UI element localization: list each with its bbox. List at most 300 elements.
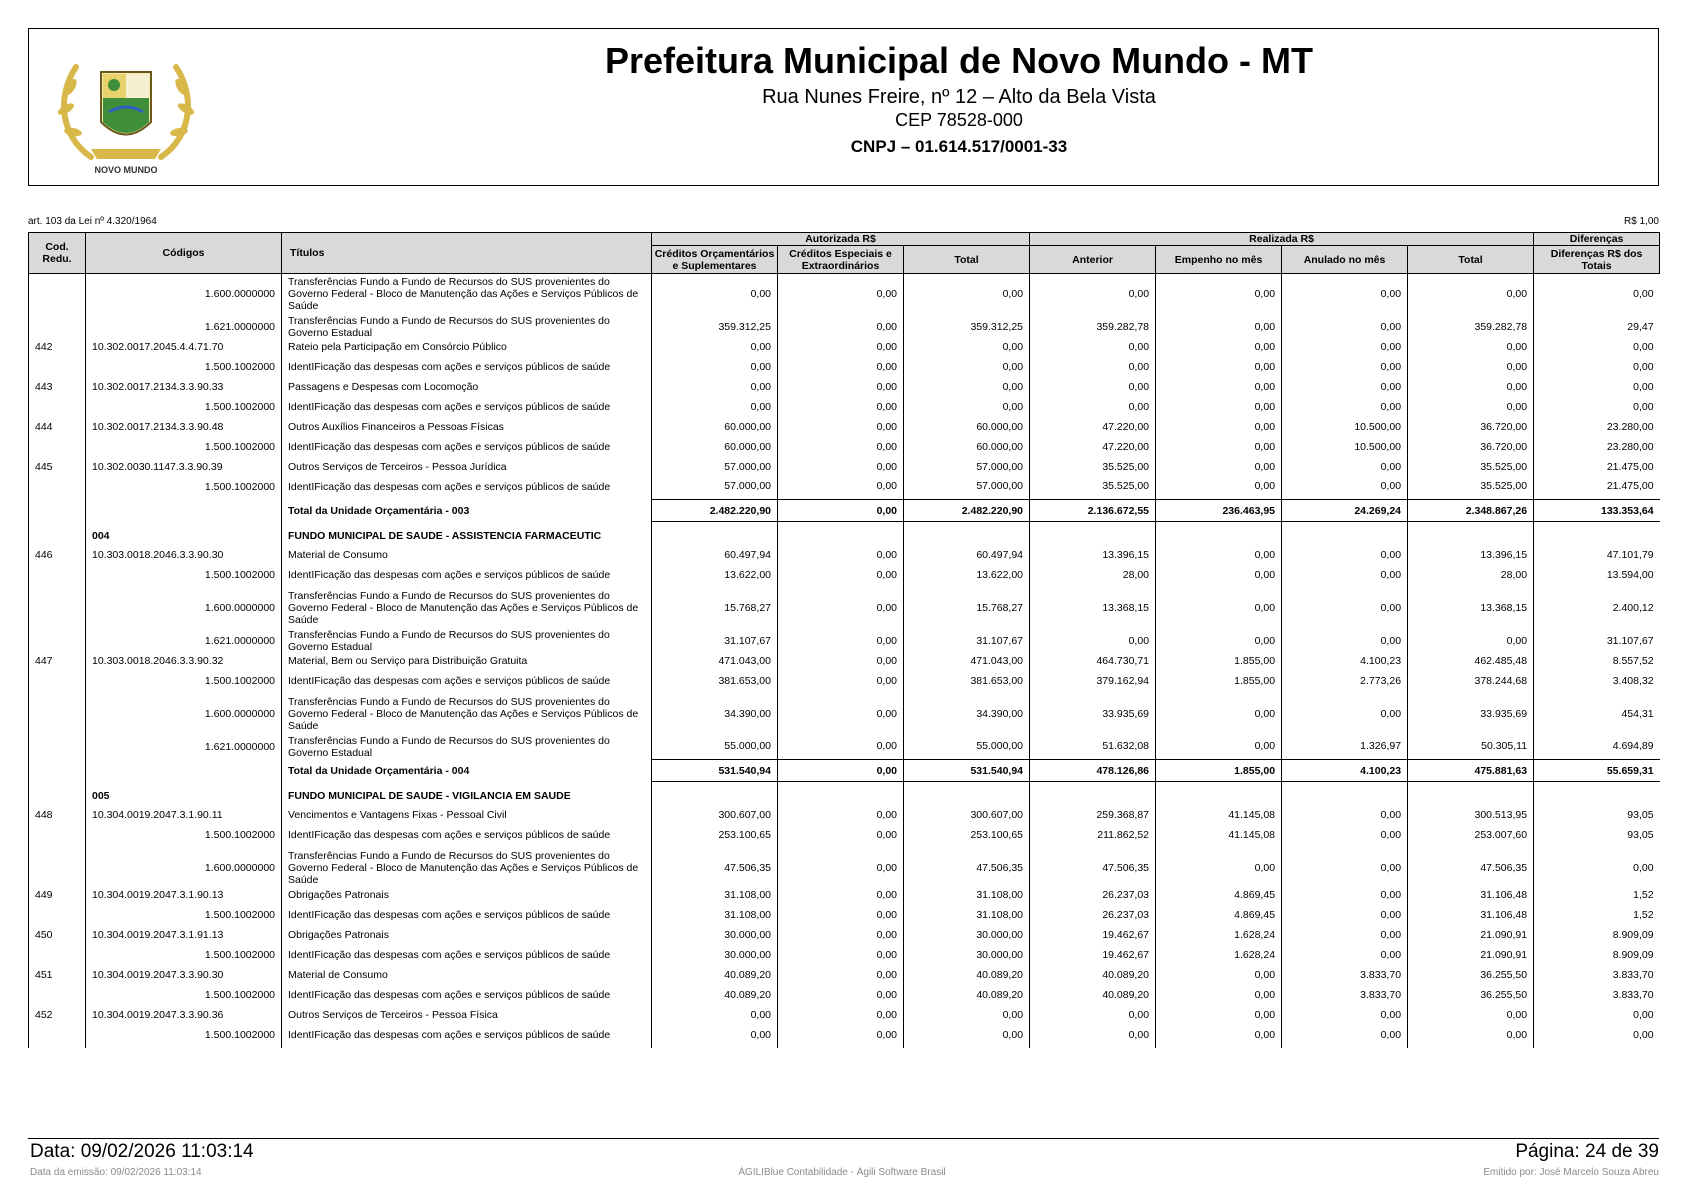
group-autorizada: Autorizada R$ [652, 233, 1030, 246]
value-cell: 57.000,00 [904, 460, 1030, 474]
cod-redu-cell [29, 942, 86, 968]
value-cell: 2.773,26 [1282, 668, 1408, 694]
codigo-cell: 1.500.1002000 [86, 668, 282, 694]
section-row [29, 782, 1660, 808]
codigo-cell: 10.304.0019.2047.3.3.90.30 [86, 968, 282, 982]
value-cell: 30.000,00 [652, 942, 778, 968]
value-cell: 0,00 [1534, 1008, 1660, 1022]
value-cell: 0,00 [1408, 628, 1534, 654]
value-cell: 0,00 [1156, 562, 1282, 588]
value-cell: 1.628,24 [1156, 942, 1282, 968]
cod-redu-cell: 452 [29, 1008, 86, 1022]
value-cell: 381.653,00 [652, 668, 778, 694]
col-creditos-orcamentarios: Créditos Orçamentários e Suplementares [652, 246, 778, 274]
col-total-autorizada: Total [904, 246, 1030, 274]
titulo-cell: Total da Unidade Orçamentária - 003 [282, 500, 652, 522]
total-row [29, 760, 1660, 782]
value-cell: 0,00 [778, 694, 904, 734]
value-cell: 531.540,94 [904, 760, 1030, 782]
value-cell: 0,00 [1156, 968, 1282, 982]
value-cell: 0,00 [1282, 902, 1408, 928]
value-cell: 60.000,00 [652, 420, 778, 434]
value-cell: 3.408,32 [1534, 668, 1660, 694]
value-cell: 300.607,00 [904, 808, 1030, 822]
value-cell: 0,00 [1408, 340, 1534, 354]
value-cell: 93,05 [1534, 822, 1660, 848]
value-cell: 359.282,78 [1030, 314, 1156, 340]
value-cell: 0,00 [778, 394, 904, 420]
table-row [29, 628, 1660, 654]
value-cell: 0,00 [904, 380, 1030, 394]
value-cell: 0,00 [778, 848, 904, 888]
codigo-cell: 1.621.0000000 [86, 734, 282, 760]
value-cell: 300.513,95 [1408, 808, 1534, 822]
value-cell: 0,00 [652, 340, 778, 354]
value-cell: 19.462,67 [1030, 928, 1156, 942]
codigo-cell: 10.304.0019.2047.3.3.90.36 [86, 1008, 282, 1022]
codigo-cell [86, 500, 282, 522]
cod-redu-cell [29, 522, 86, 548]
value-cell: 0,00 [778, 822, 904, 848]
value-cell [904, 782, 1030, 808]
titulo-cell: IdentIFicação das despesas com ações e serviços públicos de saúde [282, 942, 652, 968]
value-cell: 21.090,91 [1408, 928, 1534, 942]
codigo-cell: 1.500.1002000 [86, 902, 282, 928]
value-cell: 0,00 [1156, 434, 1282, 460]
value-cell: 211.862,52 [1030, 822, 1156, 848]
value-cell: 471.043,00 [652, 654, 778, 668]
value-cell: 471.043,00 [904, 654, 1030, 668]
value-cell: 0,00 [1534, 1022, 1660, 1048]
cod-redu-cell [29, 668, 86, 694]
cod-redu-cell [29, 588, 86, 628]
value-cell: 31.106,48 [1408, 902, 1534, 928]
value-cell: 60.000,00 [904, 434, 1030, 460]
value-cell: 0,00 [1282, 562, 1408, 588]
cod-redu-cell [29, 474, 86, 500]
codigo-cell: 1.500.1002000 [86, 354, 282, 380]
value-cell: 23.280,00 [1534, 434, 1660, 460]
value-cell: 0,00 [1282, 694, 1408, 734]
value-cell: 0,00 [1408, 380, 1534, 394]
value-cell: 0,00 [1282, 460, 1408, 474]
value-cell: 0,00 [1534, 354, 1660, 380]
cod-redu-cell: 448 [29, 808, 86, 822]
value-cell: 0,00 [1030, 1022, 1156, 1048]
value-cell: 0,00 [1156, 734, 1282, 760]
value-cell [652, 522, 778, 548]
value-cell: 4.694,89 [1534, 734, 1660, 760]
value-cell: 0,00 [652, 394, 778, 420]
table-row [29, 420, 1660, 434]
cod-redu-cell [29, 848, 86, 888]
value-cell: 10.500,00 [1282, 434, 1408, 460]
titulo-cell: FUNDO MUNICIPAL DE SAUDE - VIGILANCIA EM SAUDE [282, 782, 652, 808]
value-cell: 26.237,03 [1030, 888, 1156, 902]
value-cell: 10.500,00 [1282, 420, 1408, 434]
value-cell: 1.855,00 [1156, 654, 1282, 668]
table-row [29, 982, 1660, 1008]
issued-by: Emitido por: José Marcelo Souza Abreu [1483, 1167, 1659, 1178]
value-cell: 24.269,24 [1282, 500, 1408, 522]
titulo-cell: Transferências Fundo a Fundo de Recursos do SUS provenientes do Governo Estadual [282, 628, 652, 654]
value-cell: 0,00 [1408, 1008, 1534, 1022]
cod-redu-cell [29, 562, 86, 588]
value-cell: 0,00 [1534, 848, 1660, 888]
titulo-cell: Transferências Fundo a Fundo de Recursos do SUS provenientes do Governo Federal - Bloco de Manutenção das Ações e Serviços Públicos de Saúde [282, 694, 652, 734]
col-cod-redu: Cod. Redu. [29, 233, 86, 274]
titulo-cell: IdentIFicação das despesas com ações e serviços públicos de saúde [282, 822, 652, 848]
value-cell: 23.280,00 [1534, 420, 1660, 434]
value-cell: 475.881,63 [1408, 760, 1534, 782]
value-cell: 47.506,35 [652, 848, 778, 888]
section-row [29, 522, 1660, 548]
titulo-cell: Obrigações Patronais [282, 888, 652, 902]
table-row [29, 928, 1660, 942]
value-cell: 0,00 [1156, 274, 1282, 314]
value-cell: 93,05 [1534, 808, 1660, 822]
value-cell: 0,00 [1282, 888, 1408, 902]
titulo-cell: Transferências Fundo a Fundo de Recursos do SUS provenientes do Governo Federal - Bloco de Manutenção das Ações e Serviços Públicos de Saúde [282, 848, 652, 888]
value-cell: 0,00 [778, 314, 904, 340]
value-cell: 0,00 [1030, 628, 1156, 654]
codigo-cell: 1.621.0000000 [86, 314, 282, 340]
cod-redu-cell [29, 274, 86, 314]
value-cell: 0,00 [778, 902, 904, 928]
logo-text: NOVO MUNDO [94, 165, 158, 175]
codigo-cell: 1.600.0000000 [86, 588, 282, 628]
codigo-cell: 1.500.1002000 [86, 434, 282, 460]
value-cell: 0,00 [1282, 380, 1408, 394]
value-cell: 0,00 [778, 420, 904, 434]
value-cell [904, 522, 1030, 548]
cod-redu-cell [29, 982, 86, 1008]
value-cell: 0,00 [1156, 1008, 1282, 1022]
titulo-cell: IdentIFicação das despesas com ações e serviços públicos de saúde [282, 394, 652, 420]
value-cell: 13.622,00 [904, 562, 1030, 588]
codigo-cell: 10.303.0018.2046.3.3.90.30 [86, 548, 282, 562]
value-cell: 0,00 [1282, 274, 1408, 314]
value-cell: 0,00 [904, 1022, 1030, 1048]
col-total-realizada: Total [1408, 246, 1534, 274]
value-cell [1282, 522, 1408, 548]
value-cell: 0,00 [1156, 314, 1282, 340]
value-cell: 0,00 [1030, 394, 1156, 420]
value-cell: 8.557,52 [1534, 654, 1660, 668]
value-cell: 0,00 [778, 562, 904, 588]
codigo-cell: 1.600.0000000 [86, 848, 282, 888]
value-cell: 57.000,00 [652, 460, 778, 474]
codigo-cell: 1.621.0000000 [86, 628, 282, 654]
value-cell: 0,00 [1156, 354, 1282, 380]
cod-redu-cell [29, 760, 86, 782]
codigo-cell: 10.304.0019.2047.3.1.91.13 [86, 928, 282, 942]
titulo-cell: Transferências Fundo a Fundo de Recursos do SUS provenientes do Governo Estadual [282, 734, 652, 760]
titulo-cell: IdentIFicação das despesas com ações e serviços públicos de saúde [282, 434, 652, 460]
value-cell: 0,00 [778, 460, 904, 474]
value-cell: 0,00 [1156, 474, 1282, 500]
table-row [29, 822, 1660, 848]
value-cell: 531.540,94 [652, 760, 778, 782]
value-cell: 0,00 [778, 354, 904, 380]
value-cell: 3.833,70 [1534, 982, 1660, 1008]
titulo-cell: Total da Unidade Orçamentária - 004 [282, 760, 652, 782]
value-cell: 0,00 [1408, 1022, 1534, 1048]
titulo-cell: IdentIFicação das despesas com ações e serviços públicos de saúde [282, 474, 652, 500]
value-cell: 0,00 [778, 434, 904, 460]
table-row [29, 942, 1660, 968]
value-cell: 3.833,70 [1534, 968, 1660, 982]
value-cell: 0,00 [1534, 340, 1660, 354]
budget-table [28, 232, 1660, 1048]
value-cell: 1.855,00 [1156, 760, 1282, 782]
value-cell: 2.348.867,26 [1408, 500, 1534, 522]
value-cell [1534, 782, 1660, 808]
value-cell: 0,00 [904, 340, 1030, 354]
value-cell: 0,00 [1282, 822, 1408, 848]
value-cell: 57.000,00 [904, 474, 1030, 500]
cod-redu-cell: 449 [29, 888, 86, 902]
value-cell: 0,00 [904, 274, 1030, 314]
value-cell: 2.482.220,90 [652, 500, 778, 522]
cod-redu-cell [29, 694, 86, 734]
titulo-cell: Rateio pela Participação em Consórcio Público [282, 340, 652, 354]
value-cell: 0,00 [652, 274, 778, 314]
value-cell: 0,00 [1282, 848, 1408, 888]
table-row [29, 808, 1660, 822]
value-cell: 359.312,25 [652, 314, 778, 340]
value-cell: 0,00 [778, 1022, 904, 1048]
codigo-cell: 1.500.1002000 [86, 942, 282, 968]
table-row [29, 314, 1660, 340]
value-cell: 0,00 [1534, 380, 1660, 394]
cod-redu-cell [29, 1022, 86, 1048]
value-cell: 0,00 [1282, 548, 1408, 562]
value-cell: 0,00 [1030, 274, 1156, 314]
value-cell: 31.107,67 [904, 628, 1030, 654]
value-cell: 0,00 [1282, 314, 1408, 340]
value-cell: 0,00 [1156, 628, 1282, 654]
page-title: Prefeitura Municipal de Novo Mundo - MT [604, 40, 1313, 81]
value-cell: 19.462,67 [1030, 942, 1156, 968]
value-cell: 381.653,00 [904, 668, 1030, 694]
value-cell: 0,00 [1156, 694, 1282, 734]
value-cell: 0,00 [778, 380, 904, 394]
codigo-cell: 10.302.0017.2045.4.4.71.70 [86, 340, 282, 354]
value-cell: 31.107,67 [652, 628, 778, 654]
value-cell: 60.497,94 [652, 548, 778, 562]
value-cell: 0,00 [1282, 474, 1408, 500]
value-cell: 0,00 [1156, 848, 1282, 888]
value-cell: 0,00 [1282, 628, 1408, 654]
value-cell: 13.396,15 [1408, 548, 1534, 562]
col-creditos-especiais: Créditos Especiais e Extraordinários [778, 246, 904, 274]
value-cell [1030, 782, 1156, 808]
value-cell: 0,00 [1156, 1022, 1282, 1048]
codigo-cell: 10.302.0030.1147.3.3.90.39 [86, 460, 282, 474]
value-cell: 60.000,00 [652, 434, 778, 460]
value-cell: 133.353,64 [1534, 500, 1660, 522]
value-cell: 359.312,25 [904, 314, 1030, 340]
value-cell: 0,00 [1282, 340, 1408, 354]
titulo-cell: Material de Consumo [282, 968, 652, 982]
cod-redu-cell [29, 782, 86, 808]
value-cell: 31.108,00 [652, 888, 778, 902]
value-cell: 0,00 [778, 654, 904, 668]
value-cell: 0,00 [1282, 928, 1408, 942]
value-cell: 0,00 [778, 474, 904, 500]
value-cell: 60.497,94 [904, 548, 1030, 562]
value-cell: 4.100,23 [1282, 760, 1408, 782]
value-cell: 4.869,45 [1156, 902, 1282, 928]
cod-redu-cell [29, 394, 86, 420]
col-anulado: Anulado no mês [1282, 246, 1408, 274]
value-cell: 13.368,15 [1030, 588, 1156, 628]
value-cell: 0,00 [1282, 588, 1408, 628]
value-cell: 57.000,00 [652, 474, 778, 500]
value-cell: 0,00 [1156, 588, 1282, 628]
value-cell: 40.089,20 [904, 982, 1030, 1008]
value-cell: 35.525,00 [1408, 474, 1534, 500]
value-cell: 0,00 [652, 380, 778, 394]
value-cell: 0,00 [778, 340, 904, 354]
value-cell: 0,00 [778, 668, 904, 694]
value-cell: 236.463,95 [1156, 500, 1282, 522]
value-cell [1282, 782, 1408, 808]
table-row [29, 902, 1660, 928]
value-cell: 2.400,12 [1534, 588, 1660, 628]
value-cell: 47.220,00 [1030, 434, 1156, 460]
table-row [29, 562, 1660, 588]
value-cell: 3.833,70 [1282, 968, 1408, 982]
cod-redu-cell [29, 628, 86, 654]
titulo-cell: Transferências Fundo a Fundo de Recursos do SUS provenientes do Governo Estadual [282, 314, 652, 340]
codigo-cell: 10.304.0019.2047.3.1.90.13 [86, 888, 282, 902]
value-cell: 21.475,00 [1534, 474, 1660, 500]
codigo-cell: 1.500.1002000 [86, 474, 282, 500]
emission-date: Data da emissão: 09/02/2026 11:03:14 [30, 1167, 202, 1178]
value-cell: 0,00 [778, 274, 904, 314]
cnpj: CNPJ – 01.614.517/0001-33 [850, 137, 1068, 156]
titulo-cell: Outros Serviços de Terceiros - Pessoa Física [282, 1008, 652, 1022]
value-cell: 47.220,00 [1030, 420, 1156, 434]
group-diferencas: Diferenças [1534, 233, 1660, 246]
titulo-cell: Outros Serviços de Terceiros - Pessoa Jurídica [282, 460, 652, 474]
codigo-cell: 1.500.1002000 [86, 394, 282, 420]
value-cell: 0,00 [1282, 942, 1408, 968]
value-cell: 13.594,00 [1534, 562, 1660, 588]
value-cell: 33.935,69 [1408, 694, 1534, 734]
value-cell: 51.632,08 [1030, 734, 1156, 760]
value-cell [1156, 522, 1282, 548]
value-cell: 0,00 [778, 888, 904, 902]
value-cell: 40.089,20 [904, 968, 1030, 982]
titulo-cell: IdentIFicação das despesas com ações e serviços públicos de saúde [282, 354, 652, 380]
titulo-cell: IdentIFicação das despesas com ações e serviços públicos de saúde [282, 1022, 652, 1048]
col-diferencas-totais: Diferenças R$ dos Totais [1534, 246, 1660, 274]
titulo-cell: FUNDO MUNICIPAL DE SAUDE - ASSISTENCIA FARMACEUTIC [282, 522, 652, 548]
cod-redu-cell [29, 902, 86, 928]
value-cell: 13.396,15 [1030, 548, 1156, 562]
titulo-cell: Transferências Fundo a Fundo de Recursos do SUS provenientes do Governo Federal - Bloco de Manutenção das Ações e Serviços Públicos de Saúde [282, 588, 652, 628]
table-row [29, 274, 1660, 314]
value-cell: 0,00 [1282, 394, 1408, 420]
value-cell: 47.506,35 [1030, 848, 1156, 888]
value-cell: 0,00 [778, 808, 904, 822]
value-cell: 34.390,00 [652, 694, 778, 734]
value-cell: 40.089,20 [652, 968, 778, 982]
value-cell: 31.108,00 [652, 902, 778, 928]
value-cell: 359.282,78 [1408, 314, 1534, 340]
value-cell: 0,00 [778, 500, 904, 522]
value-cell: 40.089,20 [1030, 982, 1156, 1008]
table-row [29, 380, 1660, 394]
value-cell [1156, 782, 1282, 808]
value-cell: 0,00 [778, 982, 904, 1008]
value-cell: 21.475,00 [1534, 460, 1660, 474]
value-cell: 60.000,00 [904, 420, 1030, 434]
value-cell: 0,00 [652, 1022, 778, 1048]
value-cell [778, 522, 904, 548]
titulo-cell: IdentIFicação das despesas com ações e serviços públicos de saúde [282, 982, 652, 1008]
value-cell: 1.326,97 [1282, 734, 1408, 760]
value-cell: 0,00 [1030, 340, 1156, 354]
report-header [28, 28, 1659, 186]
footer-date: Data: 09/02/2026 11:03:14 [30, 1141, 254, 1162]
header-text [589, 39, 1329, 159]
currency-unit: R$ 1,00 [1623, 216, 1659, 227]
titulo-cell: Vencimentos e Vantagens Fixas - Pessoal Civil [282, 808, 652, 822]
table-row [29, 434, 1660, 460]
value-cell: 41.145,08 [1156, 808, 1282, 822]
value-cell: 29,47 [1534, 314, 1660, 340]
value-cell: 0,00 [778, 1008, 904, 1022]
cod-redu-cell: 445 [29, 460, 86, 474]
value-cell: 0,00 [778, 588, 904, 628]
cod-redu-cell [29, 734, 86, 760]
col-titulos: Títulos [282, 233, 652, 274]
col-codigos: Códigos [86, 233, 282, 274]
value-cell: 2.482.220,90 [904, 500, 1030, 522]
value-cell: 15.768,27 [652, 588, 778, 628]
col-empenho: Empenho no mês [1156, 246, 1282, 274]
value-cell: 40.089,20 [1030, 968, 1156, 982]
titulo-cell: Transferências Fundo a Fundo de Recursos do SUS provenientes do Governo Federal - Bloco de Manutenção das Ações e Serviços Públicos de Saúde [282, 274, 652, 314]
value-cell [1030, 522, 1156, 548]
titulo-cell: Outros Auxílios Financeiros a Pessoas Físicas [282, 420, 652, 434]
codigo-cell: 1.500.1002000 [86, 562, 282, 588]
cod-redu-cell: 450 [29, 928, 86, 942]
value-cell: 34.390,00 [904, 694, 1030, 734]
value-cell: 8.909,09 [1534, 928, 1660, 942]
table-row [29, 340, 1660, 354]
value-cell: 253.100,65 [652, 822, 778, 848]
value-cell: 0,00 [778, 968, 904, 982]
cod-redu-cell: 444 [29, 420, 86, 434]
codigo-cell: 10.302.0017.2134.3.3.90.33 [86, 380, 282, 394]
value-cell: 0,00 [1156, 982, 1282, 1008]
value-cell [1408, 522, 1534, 548]
group-realizada: Realizada R$ [1030, 233, 1534, 246]
value-cell: 0,00 [652, 354, 778, 380]
value-cell: 0,00 [1156, 394, 1282, 420]
value-cell: 0,00 [778, 734, 904, 760]
value-cell: 0,00 [778, 628, 904, 654]
value-cell: 1.628,24 [1156, 928, 1282, 942]
value-cell: 0,00 [904, 1008, 1030, 1022]
value-cell [778, 782, 904, 808]
value-cell: 36.720,00 [1408, 420, 1534, 434]
